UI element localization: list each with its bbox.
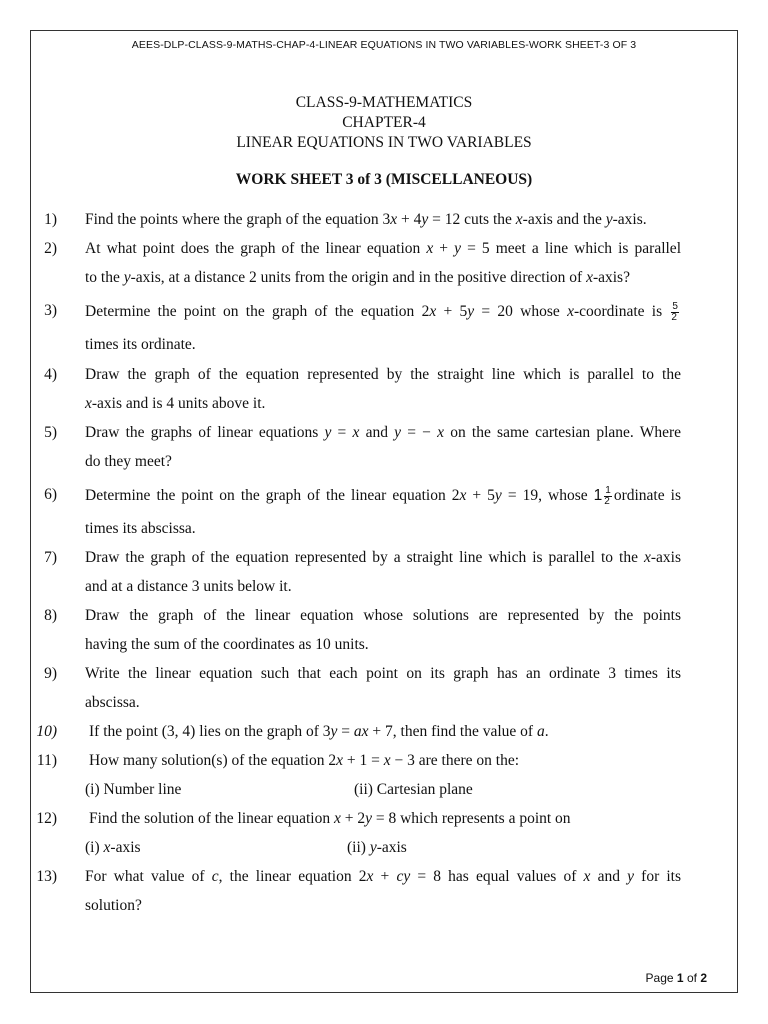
- page-label: Page: [645, 971, 674, 985]
- question-number: 10): [36, 723, 57, 740]
- page-footer: [646, 971, 707, 985]
- question-number: 13): [36, 868, 57, 885]
- option-y-axis: (ii) y-axis: [347, 839, 407, 856]
- chapter-title: CHAPTER-4: [342, 114, 426, 131]
- option-cartesian-plane: (ii) Cartesian plane: [354, 781, 473, 798]
- question-number: 7): [44, 549, 57, 566]
- topic-title: LINEAR EQUATIONS IN TWO VARIABLES: [236, 134, 532, 151]
- option-x-axis: (i) x-axis: [85, 839, 141, 856]
- page-total: 2: [700, 971, 707, 985]
- running-header: AEES-DLP-CLASS-9-MATHS-CHAP-4-LINEAR EQUATIONS IN TWO VARIABLES-WORK SHEET-3 OF 3: [131, 39, 637, 51]
- question-number: 5): [44, 424, 57, 441]
- document-titles: [31, 93, 737, 153]
- question-number: 8): [44, 607, 57, 624]
- option-number-line: (i) Number line: [85, 781, 182, 798]
- question-number: 3): [44, 302, 57, 319]
- question-number: 6): [44, 486, 57, 503]
- question-number: 11): [36, 752, 57, 769]
- question-number: 2): [44, 240, 57, 257]
- fraction-5-2: $\frac{5}{2}$: [671, 301, 678, 323]
- question-number: 4): [44, 366, 57, 383]
- page-frame: AEES-DLP-CLASS-9-MATHS-CHAP-4-LINEAR EQUATIONS IN TWO VARIABLES-WORK SHEET-3 OF 3 CLASS-9-MATHEMATICS CHAPTER-4 LINEAR EQUATIONS IN TWO VARIABLES WORK SHEET 3 of 3 (MISCELLANEOUS) 1) Find the points where the graph of the equation 3x + 4y = 12 cuts the x-axis and the y-axis. 2) At what point does the graph of the linear equation x + y = 5 meet a line which is parallel to the y-axis, at a distance 2 units from the origin and in the positive direction of x-axis? 3) Determine the point on the graph of the equation 2x + 5y = 20 whose x-coordinate is $\frac{5}{2}$ times its ordinate. 4) Draw the graph of the equation represented by the straight line which is parallel to the x-axis and is 4 units above it. 5) Draw the graphs of linear equations y = x and y = − x on the same cartesian plane. Where do they meet? 6) Determine the point on the graph of the linear equation 2x + 5y = 19, whose 1 $\frac{1}{2}$ ordinate is times its abscissa. 7) Draw the graph of the equation represented by a straight line which is parallel to the x-axis and at a distance 3 units below it. 8) Draw the graph of the linear equation whose solutions are represented by the points having the sum of the coordinates as 10 units. 9) Write the linear equation such that each point on its graph has an ordinate 3 times its abscissa. 10) If the point (3, 4) lies on the graph of 3y = ax + 7, then find the value of a. 11) How many solution(s) of the equation 2x + 1 = x − 3 are there on the: (i) Number line (ii) Cartesian plane 12) Find the solution of the linear equation x + 2y = 8 which represents a point on (i) x-axis (ii) y-axis 13) For what value of c, the linear equation 2x + cy = 8 has equal values of x and y for its solution? Page 1 of 2: [30, 30, 738, 993]
- page-number: 1: [676, 971, 684, 985]
- worksheet-title: WORK SHEET 3 of 3 (MISCELLANEOUS): [235, 171, 533, 188]
- question-number: 9): [44, 665, 57, 682]
- class-title: CLASS-9-MATHEMATICS: [295, 94, 473, 111]
- question-number: 12): [36, 810, 57, 827]
- fraction-1-2: $\frac{1}{2}$: [604, 485, 611, 507]
- question-number: 1): [44, 211, 57, 228]
- page-of: of: [686, 971, 697, 985]
